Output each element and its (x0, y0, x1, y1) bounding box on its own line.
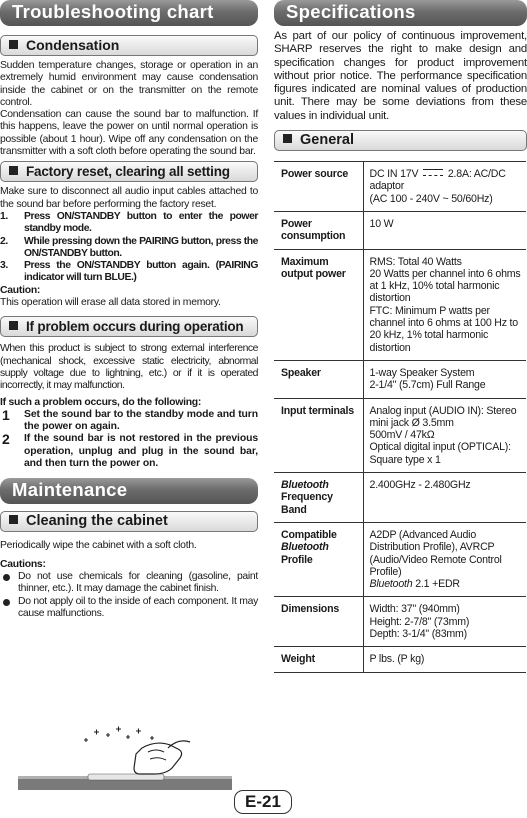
table-row: Weight P lbs. (P kg) (274, 647, 526, 672)
problem-text: When this product is subject to strong external interference (mechanical shock, excessive static electricity, abnormal supply voltage due to lightning, etc.) or if it is operated incorrectly, it may malfunction. (0, 343, 258, 392)
chapter-troubleshooting: Troubleshooting chart (0, 0, 258, 26)
page-number: E-21 (234, 790, 292, 814)
section-cleaning (0, 511, 258, 532)
square-bullet-icon (9, 515, 18, 524)
list-item: 2. While pressing down the PAIRING button, press the ON/STANDBY button. (0, 235, 258, 259)
cautions-list (0, 571, 258, 620)
section-condensation (0, 35, 258, 56)
list-item: 3. Press the ON/STANDBY button again. (PAIRING indicator will turn BLUE.) (0, 260, 258, 284)
section-factory-reset (0, 161, 258, 182)
spec-intro: As part of our policy of continuous improvement, SHARP reserves the right to make design and specification changes for product improvement without prior notice. The performance specification figures indicated are nominal values of production unit. There may be some deviations from these values in individual unit. (274, 30, 527, 122)
list-item: 1 Set the sound bar to the standby mode and turn the power on again. (2, 406, 258, 433)
problem-steps (0, 406, 258, 470)
square-bullet-icon (9, 166, 18, 175)
square-bullet-icon (9, 321, 18, 330)
chapter-specifications: Specifications (274, 0, 527, 26)
cautions-label: Cautions: (0, 558, 46, 570)
sparkle-icons (84, 727, 154, 743)
left-column (0, 0, 258, 620)
table-row: Maximum output power RMS: Total 40 Watts 20 Watts per channel into 6 ohms at 1 kHz, 10% total harmonic distortion FTC: Minimum P watts per channel into 6 ohms at 100 Hz to 20 kHz, 1% total harmonic distortion (274, 249, 526, 360)
hand-shape (134, 743, 182, 774)
section-title: General (300, 132, 354, 149)
problem-lead: If such a problem occurs, do the following: (0, 396, 202, 408)
cleaning-text: Periodically wipe the cabinet with a soft cloth. (0, 540, 197, 552)
list-item: 2 If the sound bar is not restored in the previous operation, unplug and plug in the sound bar, and then turn the power on. (2, 431, 258, 470)
table-row: Bluetooth Frequency Band 2.400GHz - 2.480GHz (274, 473, 526, 523)
list-item: Do not apply oil to the inside of each component. It may cause malfunctions. (0, 596, 258, 621)
table-row: Compatible Bluetooth Profile A2DP (Advanced Audio Distribution Profile), AVRCP (Audio/Video Remote Control Profile) Bluetooth 2.1 +EDR (274, 522, 526, 596)
caution-text: This operation will erase all data stored in memory. (0, 297, 221, 309)
section-title: Cleaning the cabinet (26, 513, 168, 530)
list-item: Do not use chemicals for cleaning (gasoline, paint thinner, etc.). It may damage the cabinet finish. (0, 571, 258, 596)
table-row: Dimensions Width: 37" (940mm) Height: 2-7/8" (73mm) Depth: 3-1/4" (83mm) (274, 597, 526, 647)
right-column (274, 0, 527, 673)
factory-steps (0, 211, 258, 285)
square-bullet-icon (283, 134, 292, 143)
list-item: 1. Press ON/STANDBY button to enter the power standby mode. (0, 210, 258, 235)
bullet-icon (3, 599, 10, 606)
section-general (274, 130, 527, 151)
dc-symbol-icon (423, 169, 443, 176)
cleaning-hand-icon (18, 726, 232, 792)
caution-label: Caution: (0, 284, 41, 296)
bullet-icon (3, 574, 10, 581)
table-row: Speaker 1-way Speaker System 2-1/4" (5.7cm) Full Range (274, 360, 526, 398)
table-row: Input terminals Analog input (AUDIO IN): Stereo mini jack Ø 3.5mm 500mV / 47kΩ Optical digital input (OPTICAL): Square type x 1 (274, 398, 526, 472)
chapter-maintenance: Maintenance (0, 478, 258, 504)
section-title: Factory reset, clearing all setting (26, 164, 230, 180)
factory-intro: Make sure to disconnect all audio input cables attached to the sound bar before performing the factory reset. (0, 186, 258, 210)
section-problem-operation (0, 316, 258, 337)
condensation-text-1: Sudden temperature changes, storage or operation in an extremely humid environment may cause condensation inside the cabinet or on the transmitter on the remote control. (0, 60, 258, 108)
condensation-text-2: Condensation can cause the sound bar to malfunction. If this happens, leave the power on until normal operation is possible (about 1 hour). Wipe off any condensation on the transmitter with a soft cloth before operating the sound bar. (0, 109, 258, 158)
spec-table (274, 161, 526, 673)
section-title: Condensation (26, 37, 120, 53)
table-row: Power consumption 10 W (274, 211, 526, 249)
section-title: If problem occurs during operation (26, 319, 244, 335)
square-bullet-icon (9, 40, 18, 49)
table-row: Power source DC IN 17V 2.8A: AC/DC adaptor (AC 100 - 240V ~ 50/60Hz) (274, 162, 526, 212)
